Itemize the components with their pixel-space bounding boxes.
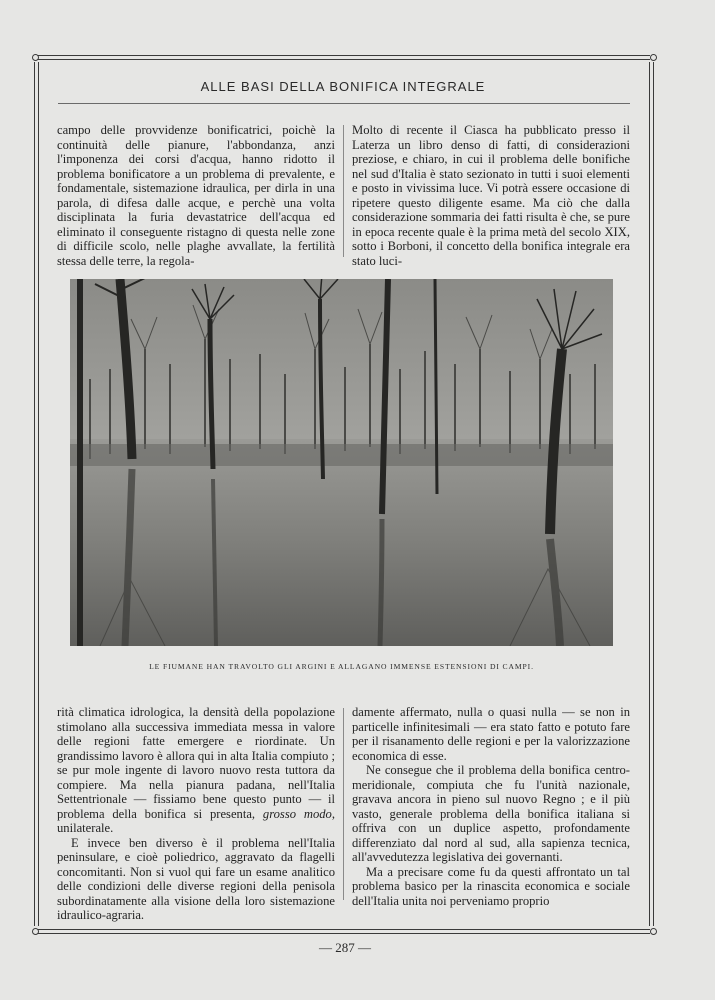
sky (70, 279, 613, 459)
paragraph: E invece ben diverso è il problema nell'Italia peninsulare, e cioè poliedrico, aggravato da flagelli concomitanti. Non si vuol qui fare un esame analitico delle condizioni delle diverse regioni della penisola subordinatamente alla visione della loro sistemazione idraulico-agraria. (57, 835, 335, 922)
italic-phrase: grosso modo (262, 806, 332, 821)
frame-corner-ornament (32, 54, 39, 61)
frame-right-rule (649, 62, 650, 926)
frame-corner-ornament (32, 928, 39, 935)
paragraph: Molto di recente il Ciasca ha pubblicato presso il Laterza un libro denso di fatti, di considerazioni preziose, e chiaro, in cui il problema delle bonifiche nel sud d'Italia è stato sezionato in tutti i suoi elementi e posto in vivissima luce. Vi potrà essere occasione di ripetere questo diligente esame. Ma ciò che dalla considerazione sommaria dei fatti risulta è che, se pure in epoca recente quale è la prima metà del secolo XIX, sotto i Borboni, il concetto della bonifica integrale era stato luci- (352, 123, 630, 268)
flood-water (70, 439, 613, 646)
flood-photograph-illustration (70, 279, 613, 646)
paragraph: Ne consegue che il problema della bonifica centro-meridionale, compiuta che fu l'unità nazionale, gravava ancora in pieno sul nuovo Regno ; e il più vasto, generale problema della bonifica italiana si offriva con un duplice aspetto, profondamente differenziato dal nord al sud, alla sapienza tecnica, all'avvedutezza legislativa dei governanti. (352, 763, 630, 864)
frame-top-rule (38, 55, 650, 56)
paragraph: Ma a precisare come fu da questi affrontato un tal problema basico per la rinascita economica e sociale dell'Italia unita noi perveniamo proprio (352, 864, 630, 908)
column-divider (343, 125, 344, 257)
frame-bottom-rule (38, 929, 650, 930)
paragraph: damente affermato, nulla o quasi nulla — se non in particelle infinitesimali — era stato fatto e potuto fare per il risanamento delle regioni e per la valorizzazione economica di esse. (352, 705, 630, 763)
bottom-right-column (352, 705, 630, 908)
flooded-fields-photo (70, 279, 613, 646)
bottom-left-column (57, 705, 335, 923)
top-right-column (352, 123, 630, 268)
frame-left-rule (34, 62, 35, 926)
photo-caption: LE FIUMANE HAN TRAVOLTO GLI ARGINI E ALLAGANO IMMENSE ESTENSIONI DI CAMPI. (149, 662, 534, 671)
distant-bank (70, 444, 613, 466)
frame-corner-ornament (650, 928, 657, 935)
frame-corner-ornament (650, 54, 657, 61)
column-divider (343, 708, 344, 900)
frame-top-rule-inner (38, 59, 650, 60)
paragraph-text-end: , unilaterale. (57, 806, 335, 835)
top-left-column (57, 123, 335, 268)
running-title: ALLE BASI DELLA BONIFICA INTEGRALE (200, 79, 486, 94)
paragraph (57, 705, 335, 836)
paragraph: campo delle provvidenze bonificatrici, poichè la continuità delle pianure, l'abbondanza, anzi l'imponenza dei corsi d'acqua, hanno ridotto il problema bonificatore a un problema di prevalente, e fondamentale, sistemazione idraulica, per dirla in una parola, di difesa dalle acque, e perchè una volta disciplinata la furia devastatrice dell'acqua ed eliminato il conseguente ristagno di questa nelle zone di difficile scolo, nelle plaghe avvallate, la fertilità stessa delle terre, la regola- (57, 123, 335, 268)
paragraph-text: rità climatica idrologica, la densità della popolazione stimolano alla successiva immediata messa in valore delle regioni fatte emergere e riordinate. Un grandissimo lavoro è allora qui in alta Italia compiuto ; se pur mole ingente di lavoro nuovo resta tuttora da compiere. Ma nella pianura padana, nell'Italia Settentrionale — fissiamo bene questo punto — il problema della bonifica si presenta, (57, 705, 335, 821)
frame-left-rule-inner (38, 62, 39, 926)
frame-right-rule-inner (653, 62, 654, 926)
page-number: — 287 — (319, 940, 371, 955)
frame-bottom-rule-inner (38, 933, 650, 934)
header-rule (58, 103, 630, 104)
